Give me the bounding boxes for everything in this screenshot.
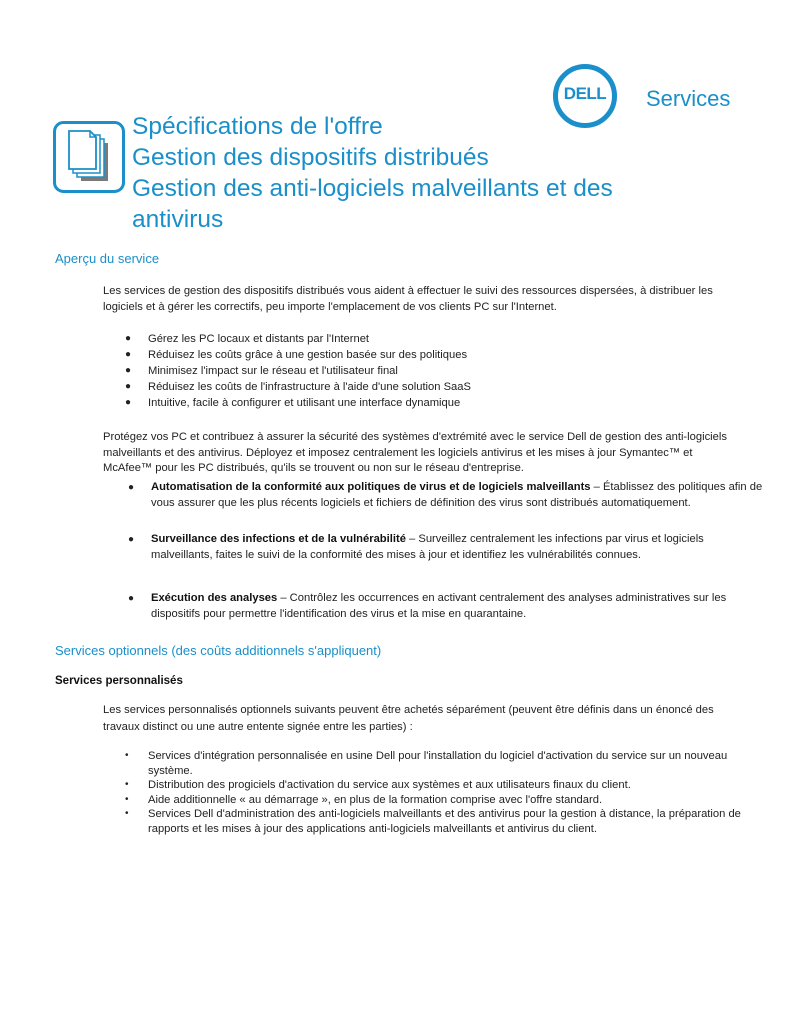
feature-title: Exécution des analyses xyxy=(151,592,278,604)
list-item: ● Réduisez les coûts grâce à une gestion basée sur des politiques xyxy=(125,349,468,361)
bullet-icon: ● xyxy=(125,381,132,392)
feature-title: Automatisation de la conformité aux politiques de virus et de logiciels malveillants xyxy=(151,481,591,493)
document-stack-icon xyxy=(53,121,125,193)
feature-text: – Surveillez centralement les infections par virus et logiciels malveillants, faites le suivi de la conformité des mises à jour et identifiez les vulnérabilités connues. xyxy=(151,533,704,561)
bullet-icon: ● xyxy=(128,482,135,493)
bullet-icon: • xyxy=(125,750,129,761)
optional-bullet-list xyxy=(125,749,748,836)
feature-item xyxy=(128,480,771,511)
title-line-4: antivirus xyxy=(132,206,224,233)
list-item: ● Gérez les PC locaux et distants par l'Internet xyxy=(125,333,370,345)
section-heading-overview: Aperçu du service xyxy=(55,251,160,266)
feature-title: Surveillance des infections et de la vulnérabilité xyxy=(151,533,406,545)
bullet-icon: ● xyxy=(125,365,132,376)
feature-item xyxy=(128,532,761,563)
feature-item xyxy=(128,591,761,622)
bullet-icon: ● xyxy=(128,593,135,604)
list-item: • Services d'intégration personnalisée en usine Dell pour l'installation du logiciel d'activation du service sur un nouveau système. xyxy=(125,750,728,777)
bullet-icon: • xyxy=(125,793,129,805)
bullet-icon: ● xyxy=(125,397,132,408)
subheading-custom-services: Services personnalisés xyxy=(55,675,183,687)
title-line-3: Gestion des anti-logiciels malveillants et des xyxy=(132,175,613,202)
bullet-icon: • xyxy=(125,779,129,790)
title-line-2: Gestion des dispositifs distribués xyxy=(132,144,489,171)
list-item: ● Intuitive, facile à configurer et utilisant une interface dynamique xyxy=(125,397,461,409)
feature-text: – Contrôlez les occurrences en activant centralement des analyses administratives sur les dispositifs pour permettre l'identification des virus et la mise en quarantaine. xyxy=(151,592,727,620)
section-heading-optional: Services optionnels (des coûts additionnels s'appliquent) xyxy=(55,643,382,658)
dell-logo-mark: DELL xyxy=(563,84,607,103)
optional-intro: Les services personnalisés optionnels suivants peuvent être achetés séparément (peuvent être définis dans un énoncé des travaux distinct ou une autre entente signée entre les parties) : xyxy=(103,704,714,733)
page-title xyxy=(132,111,692,235)
logo-services-text: Services xyxy=(646,86,731,111)
list-item: • Services Dell d'administration des anti-logiciels malveillants et des antivirus pour la gestion à distance, la préparation de rapports et les mises à jour des applications anti-logiciels malveillants et antivirus du client. xyxy=(125,808,741,835)
feature-text: – Établissez des politiques afin de vous assurer que les plus récents logiciels et fichiers de définition des virus sont distribués automatiquement. xyxy=(151,481,763,509)
bullet-icon: ● xyxy=(125,349,132,360)
bullet-icon: ● xyxy=(125,333,132,344)
overview-bullet-list xyxy=(125,331,708,411)
protect-paragraph: Protégez vos PC et contribuez à assurer la sécurité des systèmes d'extrémité avec le service Dell de gestion des anti-logiciels malveillants et des antivirus. Déployez et imposez centralement les logiciels antivirus et les mises à jour Symantec™ et McAfee™ pour les PC distribués, qu'ils se trouvent ou non sur le réseau d'entreprise. xyxy=(103,431,727,474)
list-item: • Distribution des progiciels d'activation du service aux systèmes et aux utilisateurs finaux du client. xyxy=(125,779,631,791)
overview-intro: Les services de gestion des dispositifs distribués vous aident à effectuer le suivi des ressources dispersées, à distribuer les logiciels et à gérer les correctifs, peu importe l'emplacement de vos clients PC sur l'Internet. xyxy=(103,285,713,313)
list-item: ● Réduisez les coûts de l'infrastructure à l'aide d'une solution SaaS xyxy=(125,381,471,393)
bullet-icon: • xyxy=(125,808,129,819)
list-item: • Aide additionnelle « au démarrage », en plus de la formation comprise avec l'offre standard. xyxy=(125,793,603,806)
title-line-1: Spécifications de l'offre xyxy=(132,113,383,140)
list-item: ● Minimisez l'impact sur le réseau et l'utilisateur final xyxy=(125,365,398,377)
bullet-icon: ● xyxy=(128,534,135,545)
